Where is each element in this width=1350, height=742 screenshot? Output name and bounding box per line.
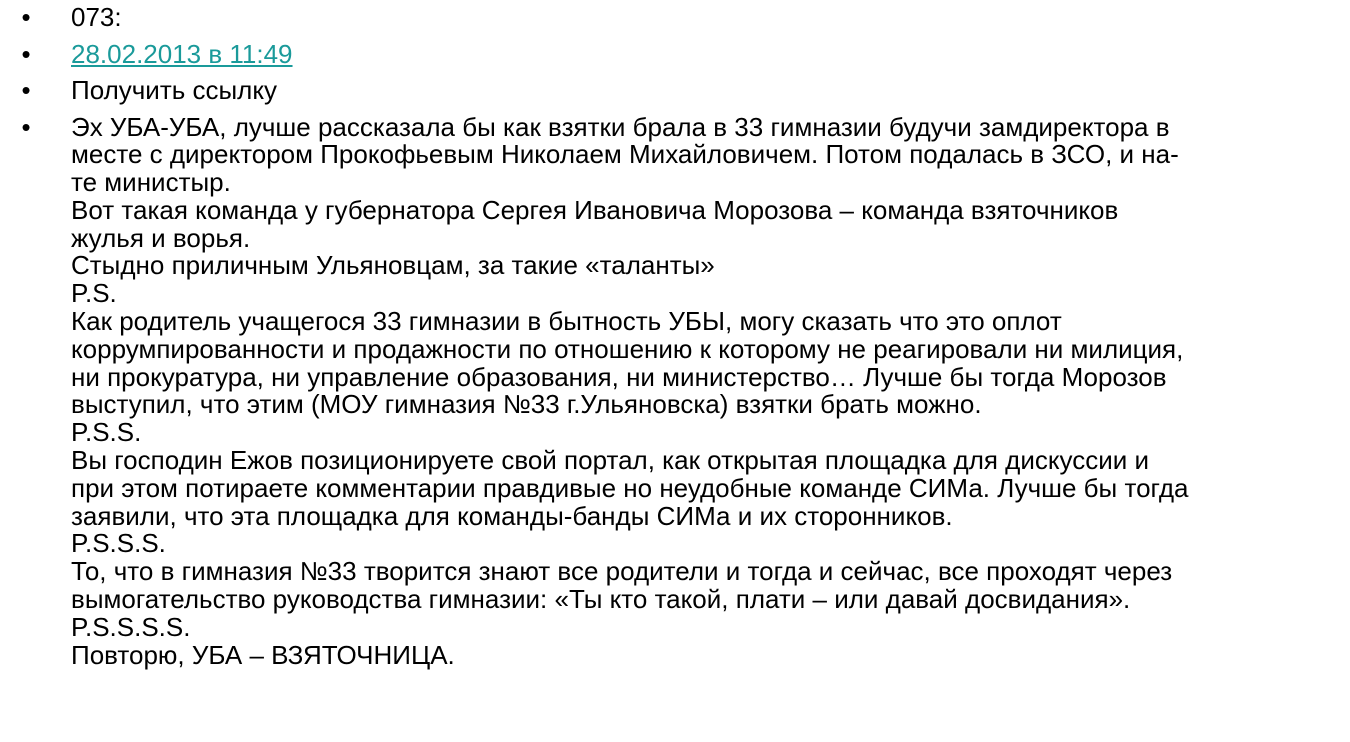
comment-line: жулья и ворья.	[71, 222, 251, 253]
bullet-icon: •	[21, 2, 31, 32]
comment-line: Стыдно приличным Ульяновцам, за такие «таланты»	[71, 250, 715, 281]
comment-line: То, что в гимназия №33 творится знают все родители и тогда и сейчас, все проходят через	[71, 556, 1173, 587]
comment-line: месте с директором Прокофьевым Николаем Михайловичем. Потом подалась в ЗСО, и на-	[71, 139, 1179, 170]
comment-line: заявили, что эта площадка для команды-банды СИМа и их сторонников.	[71, 500, 953, 531]
bullet-icon: •	[21, 38, 31, 69]
comment-line: P.S.	[71, 278, 117, 309]
bullet-icon: •	[21, 111, 31, 142]
comment-line: коррумпированности и продажности по отношению к которому не реагировали ни милиция,	[71, 333, 1184, 364]
comment-line: Вот такая команда у губернатора Сергея Ивановича Морозова – команда взяточников	[71, 194, 1119, 225]
comment-line: P.S.S.	[71, 417, 142, 448]
comment-line: при этом потираете комментарии правдивые но неудобные команде СИМа. Лучше бы тогда	[71, 472, 1189, 503]
comment-line: P.S.S.S.	[71, 528, 166, 559]
comment-date-item	[0, 38, 1350, 78]
comment-line: P.S.S.S.S.	[71, 611, 191, 642]
comment-body-item	[0, 111, 1350, 670]
comment-meta-list	[0, 4, 1350, 669]
comment-line: те министыр.	[71, 167, 231, 198]
comment-number: 073:	[71, 2, 122, 32]
comment-line: выступил, что этим (МОУ гимназия №33 г.Ульяновска) взятки брать можно.	[71, 389, 982, 420]
comment-body	[71, 111, 1330, 670]
comment-line: ни прокуратура, ни управление образования, ни министерство… Лучше бы тогда Морозов	[71, 361, 1167, 392]
get-link-button[interactable]: Получить ссылку	[71, 75, 278, 105]
comment-line: вымогательство руководства гимназии: «Ты кто такой, плати – или давай досвидания».	[71, 584, 1131, 615]
comment-line: Как родитель учащегося 33 гимназии в бытность УБЫ, могу сказать что это оплот	[71, 306, 1062, 337]
comment-line: Эх УБА-УБА, лучше рассказала бы как взятки брала в 33 гимназии будучи замдиректора в	[71, 111, 1170, 142]
comment-line: Повторю, УБА – ВЗЯТОЧНИЦА.	[71, 639, 455, 670]
comment-date-link[interactable]: 28.02.2013 в 11:49	[71, 38, 293, 69]
comment-number-item	[0, 4, 1350, 41]
comment-line: Вы господин Ежов позиционируете свой портал, как открытая площадка для дискуссии и	[71, 445, 1150, 476]
get-link-item	[0, 77, 1350, 114]
bullet-icon: •	[21, 75, 31, 105]
